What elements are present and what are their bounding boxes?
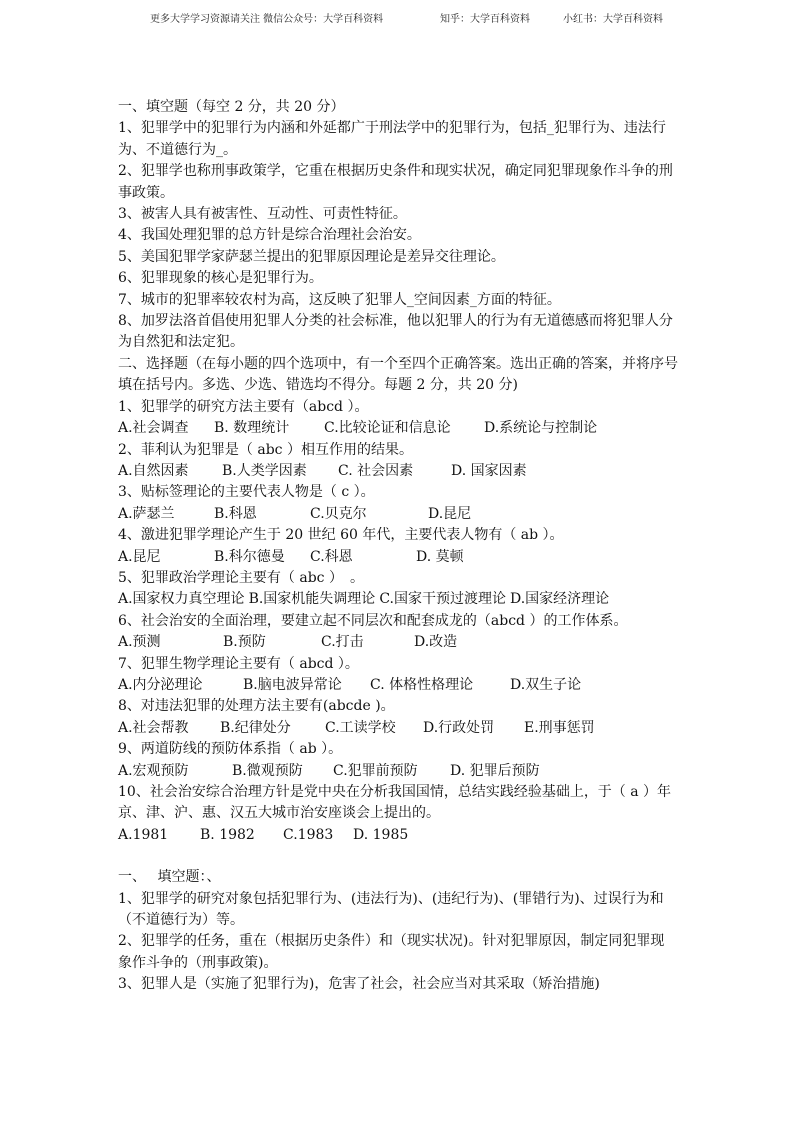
document-body bbox=[118, 97, 678, 996]
option: A.社会帮教 bbox=[118, 719, 189, 736]
option: E.刑事惩罚 bbox=[524, 719, 595, 736]
fill-item: 3、犯罪人是（实施了犯罪行为)，危害了社会，社会应当对其采取（矫治措施) bbox=[118, 976, 600, 993]
option: C.国家干预过渡理论 bbox=[379, 591, 506, 608]
fill-item: 4、我国处理犯罪的总方针是综合治理社会治安。 bbox=[118, 227, 421, 244]
option: B.人类学因素 bbox=[222, 462, 307, 479]
option: C.工读学校 bbox=[325, 719, 396, 736]
question-options bbox=[118, 675, 678, 696]
option: A.宏观预防 bbox=[118, 762, 189, 779]
question-options bbox=[118, 761, 678, 782]
option: A.国家权力真空理论 bbox=[118, 591, 245, 608]
option: D. 1985 bbox=[353, 826, 409, 843]
option: A.内分泌理论 bbox=[118, 676, 203, 693]
section3-title: 一、 填空题：、 bbox=[118, 869, 221, 886]
header-xiaohongshu: 小红书：大学百科资料 bbox=[563, 14, 663, 25]
option: D.行政处罚 bbox=[423, 719, 495, 736]
question-options bbox=[118, 632, 678, 653]
option: A.社会调查 bbox=[118, 420, 189, 437]
question-text: 4、激进犯罪学理论产生于 20 世纪 60 年代，主要代表人物有（ ab ）。 bbox=[118, 527, 564, 544]
option: A.昆尼 bbox=[118, 548, 161, 565]
fill-item: 3、被害人具有被害性、互动性、可责性特征。 bbox=[118, 206, 407, 223]
option: D.改造 bbox=[414, 634, 458, 651]
option: D.双生子论 bbox=[510, 676, 582, 693]
question-text: 10、社会治安综合治理方针是党中央在分析我国国情，总结实践经验基础上，于（ a ）年京、津、沪、惠、汉五大城市治安座谈会上提出的。 bbox=[118, 784, 672, 822]
question-text: 1、犯罪学的研究方法主要有（abcd ）。 bbox=[118, 398, 369, 415]
question-options bbox=[118, 589, 678, 610]
question-text: 7、犯罪生物学理论主要有（ abcd ）。 bbox=[118, 655, 359, 672]
option: A.萨瑟兰 bbox=[118, 505, 175, 522]
option: D.国家经济理论 bbox=[509, 591, 610, 608]
option: B. 数理统计 bbox=[214, 420, 290, 437]
option: D. 莫顿 bbox=[416, 548, 464, 565]
option: D.系统论与控制论 bbox=[484, 420, 598, 437]
section2-title: 二、选择题（在每小题的四个选项中，有一个至四个正确答案。选出正确的答案，并将序号填在括号内。多选、少选、错选均不得分。每题 2 分，共 20 分) bbox=[118, 355, 678, 394]
option: C.贝克尔 bbox=[310, 505, 367, 522]
question-text: 8、对违法犯罪的处理方法主要有(abcde )。 bbox=[118, 698, 395, 715]
option: B.科恩 bbox=[214, 505, 257, 522]
fill-item: 5、美国犯罪学家萨瑟兰提出的犯罪原因理论是差异交往理论。 bbox=[118, 248, 505, 265]
header-wechat: 更多大学学习资源请关注 微信公众号：大学百科资料 bbox=[150, 14, 384, 25]
option: D.昆尼 bbox=[428, 505, 472, 522]
option: A.自然因素 bbox=[118, 462, 189, 479]
fill-item: 1、犯罪学中的犯罪行为内涵和外延都广于刑法学中的犯罪行为，包括_犯罪行为、违法行为、不道德行为_。 bbox=[118, 120, 666, 158]
question-options bbox=[118, 504, 678, 525]
option: C.1983 bbox=[283, 826, 334, 843]
option: C.犯罪前预防 bbox=[333, 762, 418, 779]
option: D. 犯罪后预防 bbox=[450, 762, 540, 779]
fill-item: 8、加罗法洛首倡使用犯罪人分类的社会标准，他以犯罪人的行为有无道德感而将犯罪人分为自然犯和法定犯。 bbox=[118, 313, 673, 351]
option: B.脑电波异常论 bbox=[243, 676, 342, 693]
option: B.科尔德曼 bbox=[214, 548, 285, 565]
fill-item: 6、犯罪现象的核心是犯罪行为。 bbox=[118, 270, 323, 287]
option: A.1981 bbox=[118, 826, 169, 843]
section-spacer bbox=[118, 846, 678, 867]
fill-item: 1、犯罪学的研究对象包括犯罪行为、(违法行为)、(违纪行为)、(罪错行为)、过误行为和（不道德行为）等。 bbox=[118, 890, 664, 929]
option: B.纪律处分 bbox=[220, 719, 291, 736]
option: C.比较论证和信息论 bbox=[324, 420, 451, 437]
question-text: 9、两道防线的预防体系指（ ab ）。 bbox=[118, 741, 343, 758]
option: A.预测 bbox=[118, 634, 161, 651]
option: B.国家机能失调理论 bbox=[248, 591, 376, 608]
question-text: 5、犯罪政治学理论主要有（ abc ） 。 bbox=[118, 569, 364, 586]
option: B.微观预防 bbox=[232, 762, 303, 779]
header-zhihu: 知乎：大学百科资料 bbox=[440, 14, 530, 25]
section1-title: 一、填空题（每空 2 分，共 20 分） bbox=[118, 99, 345, 115]
option: D. 国家因素 bbox=[451, 462, 527, 479]
option: C.科恩 bbox=[310, 548, 353, 565]
question-text: 2、菲利认为犯罪是（ abc ）相互作用的结果。 bbox=[118, 441, 413, 458]
option: C. 体格性格理论 bbox=[370, 676, 474, 693]
question-options bbox=[118, 461, 678, 482]
fill-item: 7、城市的犯罪率较农村为高，这反映了犯罪人_空间因素_方面的特征。 bbox=[118, 291, 561, 308]
question-options bbox=[118, 718, 678, 739]
question-text: 6、社会治安的全面治理，要建立起不同层次和配套成龙的（abcd ）的工作体系。 bbox=[118, 612, 628, 629]
option: C.打击 bbox=[321, 634, 364, 651]
question-text: 3、贴标签理论的主要代表人物是（ c ）。 bbox=[118, 484, 375, 501]
question-options bbox=[118, 418, 678, 439]
question-options bbox=[118, 547, 678, 568]
question-options bbox=[118, 825, 678, 846]
option: B.预防 bbox=[223, 634, 266, 651]
fill-item: 2、犯罪学也称刑事政策学，它重在根据历史条件和现实状况，确定同犯罪现象作斗争的刑事政策。 bbox=[118, 163, 673, 201]
option: B. 1982 bbox=[200, 826, 255, 843]
fill-item: 2、犯罪学的任务，重在（根据历史条件）和（现实状况)。针对犯罪原因，制定同犯罪现象作斗争的（刑事政策)。 bbox=[118, 933, 665, 971]
option: C. 社会因素 bbox=[338, 462, 414, 479]
